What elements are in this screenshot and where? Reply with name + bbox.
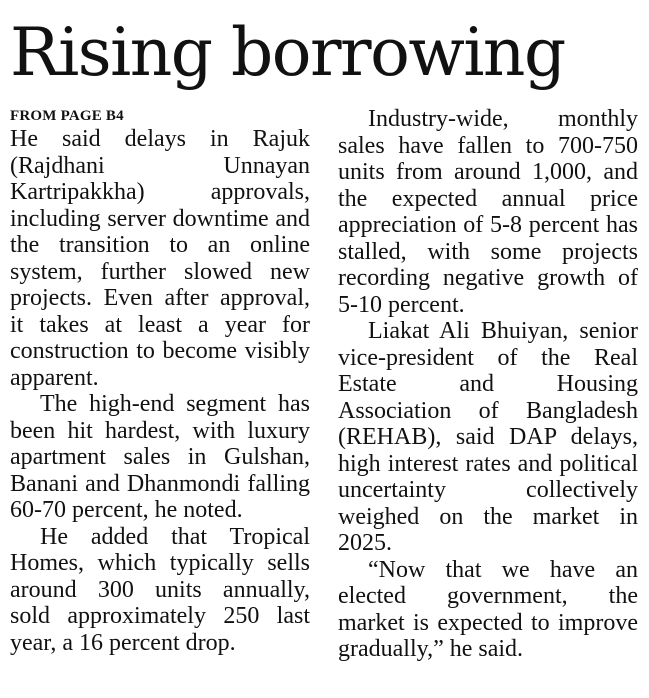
paragraph: He added that Tropical Homes, which typically sells around 300 units annually, sold approximately 250 last year, a 16 percent drop. [10, 523, 310, 656]
paragraph: “Now that we have an elected government, the market is expected to improve gradually,” he said. [338, 556, 638, 662]
dateline: FROM PAGE B4 [10, 108, 124, 124]
paragraph: Industry-wide, monthly sales have fallen to 700-750 units from around 1,000, and the expected annual price appreciation of 5-8 percent has stalled, with some projects recording negative growth of 5-10 percent. [338, 106, 638, 318]
paragraph: Liakat Ali Bhuiyan, senior vice-president of the Real Estate and Housing Association of Bangladesh (REHAB), said DAP delays, high interest rates and political uncertainty collectively weighed on the market in 2025. [338, 318, 638, 556]
paragraph: The high-end segment has been hit hardest, with luxury apartment sales in Gulshan, Banani and Dhanmondi falling 60-70 percent, he noted. [10, 391, 310, 523]
paragraph: He said delays in Rajuk (Rajdhani Unnayan Kartripakkha) approvals, including server downtime and the transition to an online system, further slowed new projects. Even after approval, it takes at least a year for construction to become visibly apparent. [10, 126, 310, 391]
headline: Rising borrowing [10, 14, 565, 91]
article-column-left [10, 106, 310, 656]
article-column-right [338, 106, 638, 663]
